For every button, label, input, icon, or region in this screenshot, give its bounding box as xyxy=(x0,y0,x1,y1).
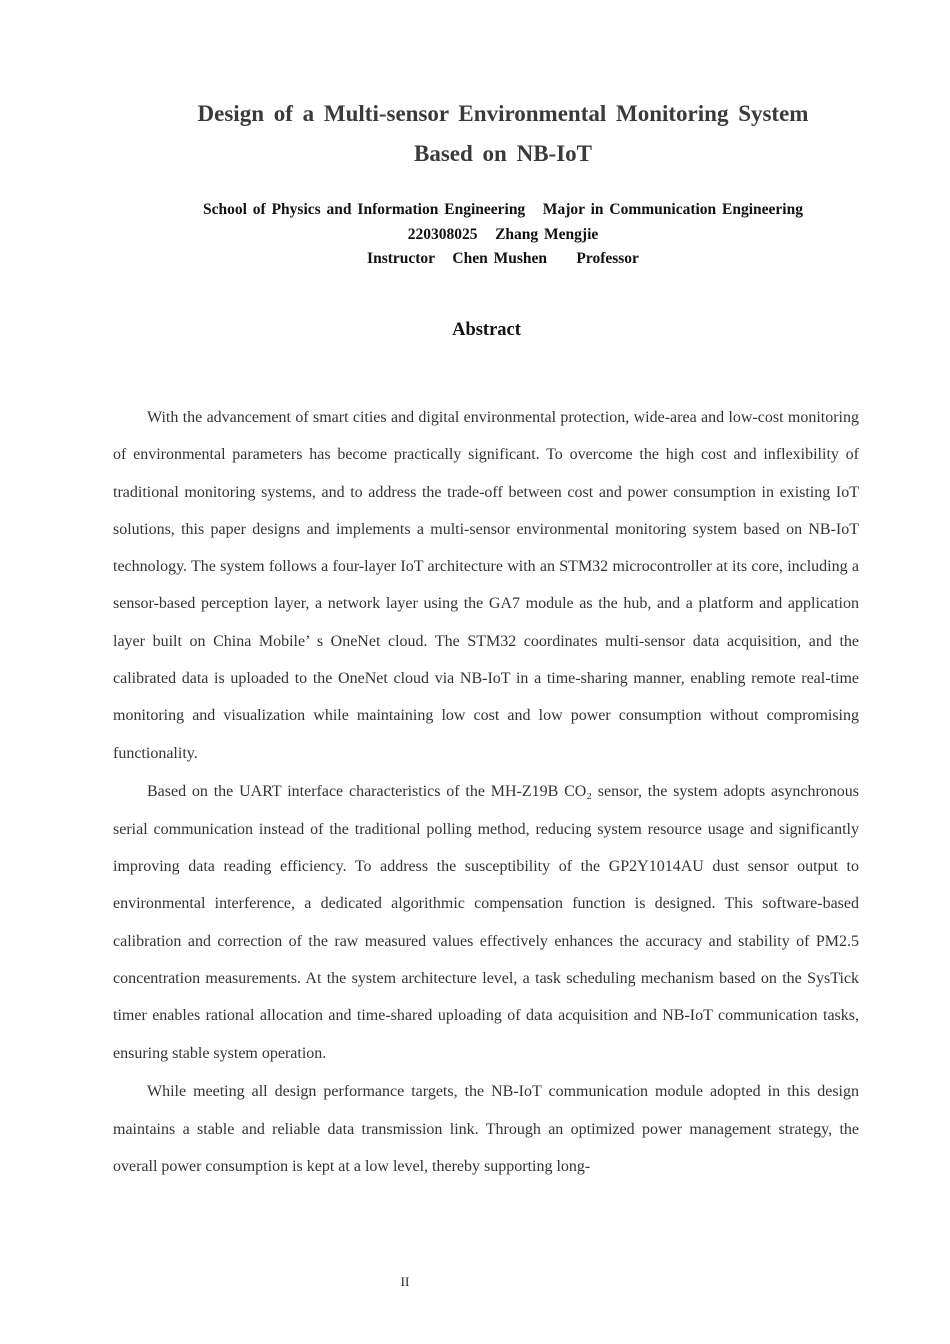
author-block xyxy=(150,198,856,272)
paper-title xyxy=(160,94,846,174)
abstract-paragraph: Based on the UART interface characteristics of the MH-Z19B CO₂ sensor, the system adopts asynchronous serial communication instead of the traditional polling method, reducing system resource usage and significantly improving data reading efficiency. To address the susceptibility of the GP2Y1014AU dust sensor output to environmental interference, a dedicated algorithmic compensation function is designed. This software-based calibration and correction of the raw measured values effectively enhances the accuracy and stability of PM2.5 concentration measurements. At the system architecture level, a task scheduling mechanism based on the SysTick timer enables rational allocation and time-shared uploading of data acquisition and NB-IoT communication tasks, ensuring stable system operation. xyxy=(113,783,859,1062)
title-line: Based on NB-IoT xyxy=(414,141,592,166)
affiliation-line: School of Physics and Information Engineering Major in Communication Engineering xyxy=(203,201,803,218)
student-line: 220308025 Zhang Mengjie xyxy=(407,225,599,243)
abstract-paragraph: While meeting all design performance targets, the NB-IoT communication module adopted in this design maintains a stable and reliable data transmission link. Through an optimized power management strategy, the overall power consumption is kept at a low level, thereby supporting long- xyxy=(113,1083,859,1175)
title-line: Design of a Multi-sensor Environmental Monitoring System xyxy=(197,101,809,126)
abstract-paragraph: With the advancement of smart cities and digital environmental protection, wide-area and low-cost monitoring of environmental parameters has become practically significant. To overcome the high cost and inflexibility of traditional monitoring systems, and to address the trade-off between cost and power consumption in existing IoT solutions, this paper designs and implements a multi-sensor environmental monitoring system based on NB-IoT technology. The system follows a four-layer IoT architecture with an STM32 microcontroller at its core, including a sensor-based perception layer, a network layer using the GA7 module as the hub, and a platform and application layer built on China Mobile’ s OneNet cloud. The STM32 coordinates multi-sensor data acquisition, and the calibrated data is uploaded to the OneNet cloud via NB-IoT in a time-sharing manner, enabling remote real-time monitoring and visualization while maintaining low cost and low power consumption without compromising functionality. xyxy=(113,409,859,762)
page-number: II xyxy=(400,1274,410,1289)
instructor-line: Instructor Chen Mushen Professor xyxy=(367,250,639,267)
abstract-body xyxy=(113,399,859,1185)
abstract-heading: Abstract xyxy=(452,320,521,340)
